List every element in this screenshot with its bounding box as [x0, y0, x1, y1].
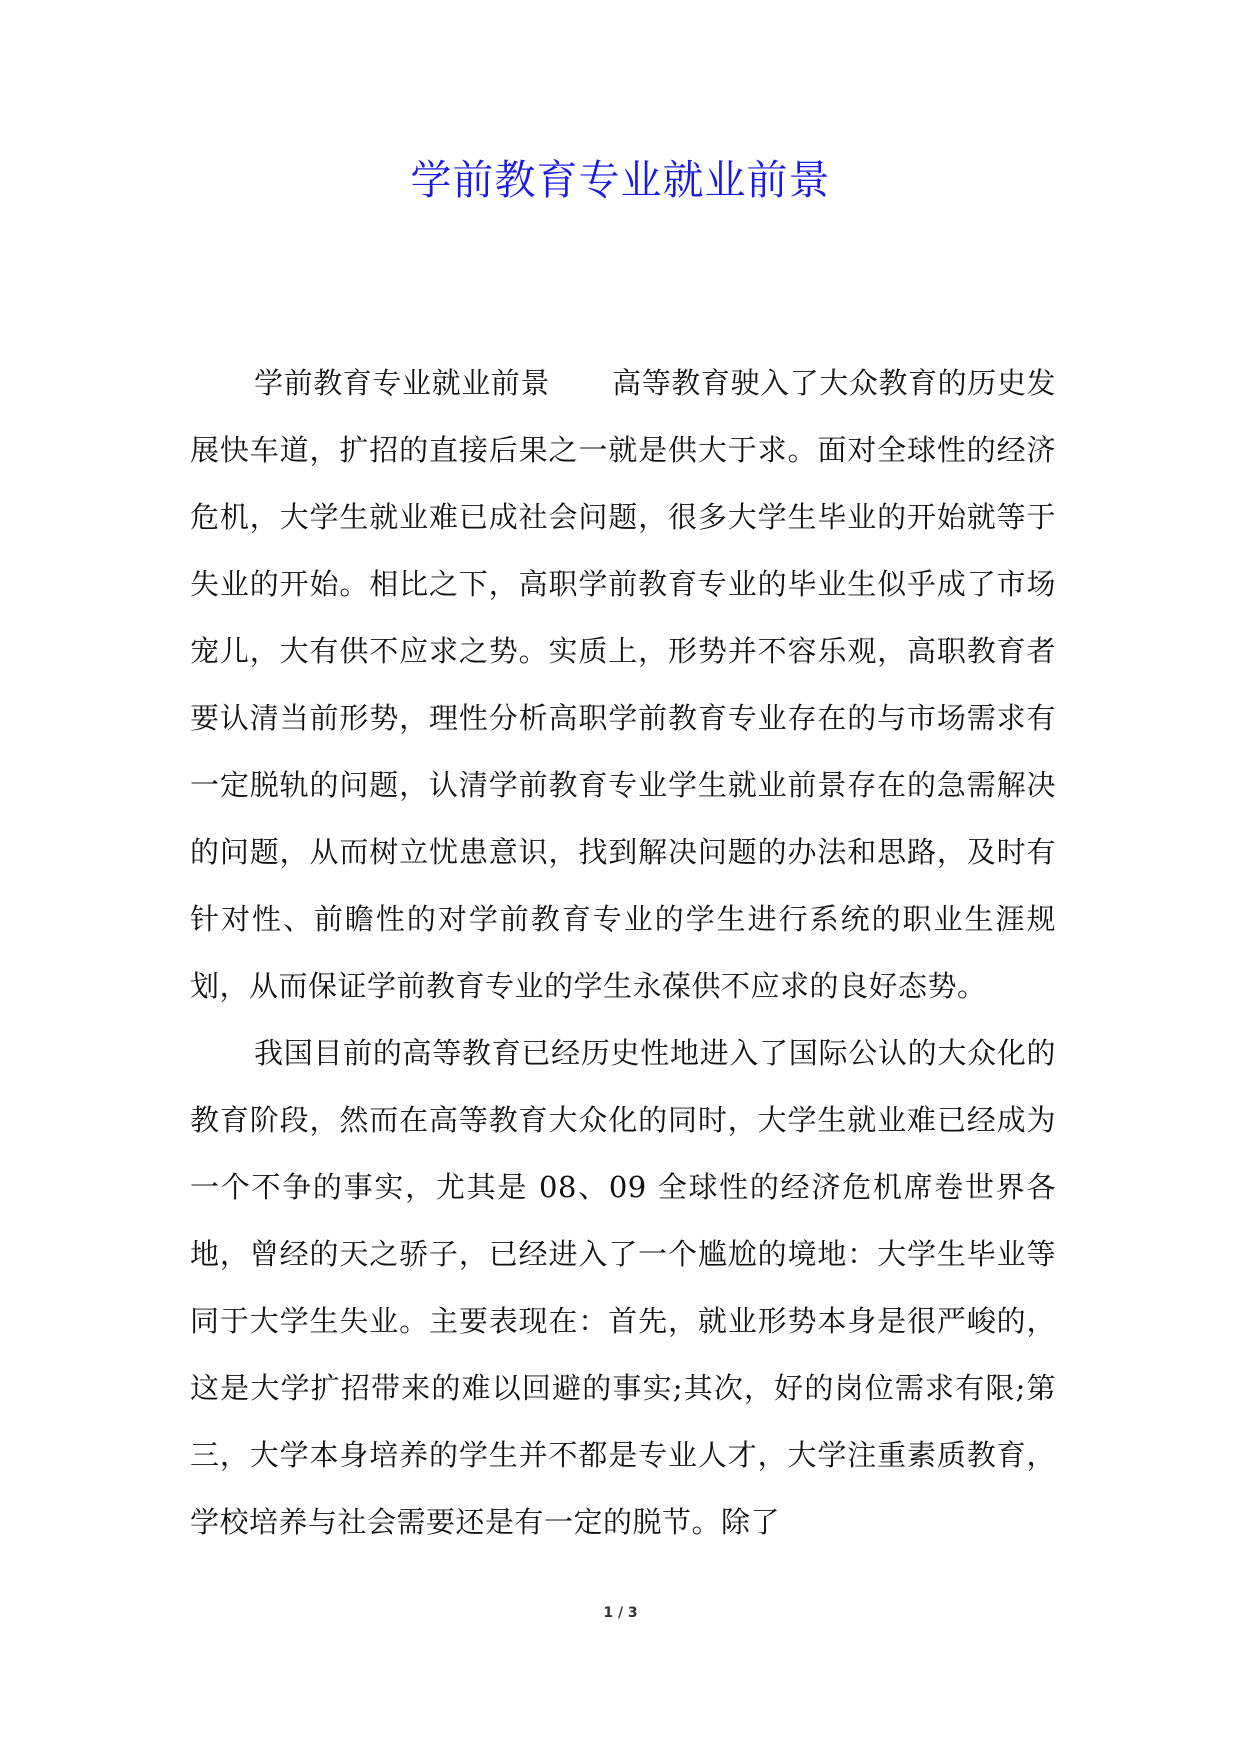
document-title: 学前教育专业就业前景 — [410, 156, 831, 204]
paragraph-1-text: 高等教育驶入了大众教育的历史发展快车道，扩招的直接后果之一就是供大于求。面对全球性的经济危机，大学生就业难已成社会问题，很多大学生毕业的开始就等于失业的开始。相比之下，高职学前教育专业的毕业生似乎成了市场宠儿，大有供不应求之势。实质上，形势并不容乐观，高职教育者要认清当前形势，理性分析高职学前教育专业存在的与市场需求有一定脱轨的问题，认清学前教育专业学生就业前景存在的急需解决的问题，从而树立忧患意识，找到解决问题的办法和思路，及时有针对性、前瞻性的对学前教育专业的学生进行系统的职业生涯规划，从而保证学前教育专业的学生永葆供不应求的良好态势。 — [190, 366, 1056, 1003]
document-body — [190, 350, 1056, 1556]
paragraph-1 — [190, 350, 1056, 1020]
paragraph-2: 我国目前的高等教育已经历史性地进入了国际公认的大众化的教育阶段，然而在高等教育大众化的同时，大学生就业难已经成为一个不争的事实，尤其是 08、09 全球性的经济危机席卷世界各地，曾经的天之骄子，已经进入了一个尴尬的境地：大学生毕业等同于大学生失业。主要表现在：首先，就业形势本身是很严峻的，这是大学扩招带来的难以回避的事实;其次，好的岗位需求有限;第三，大学本身培养的学生并不都是专业人才，大学注重素质教育，学校培养与社会需要还是有一定的脱节。除了 — [190, 1036, 1056, 1539]
page-number: 1 / 3 — [603, 1605, 638, 1621]
paragraph-1-lead: 学前教育专业就业前景 — [254, 366, 550, 400]
